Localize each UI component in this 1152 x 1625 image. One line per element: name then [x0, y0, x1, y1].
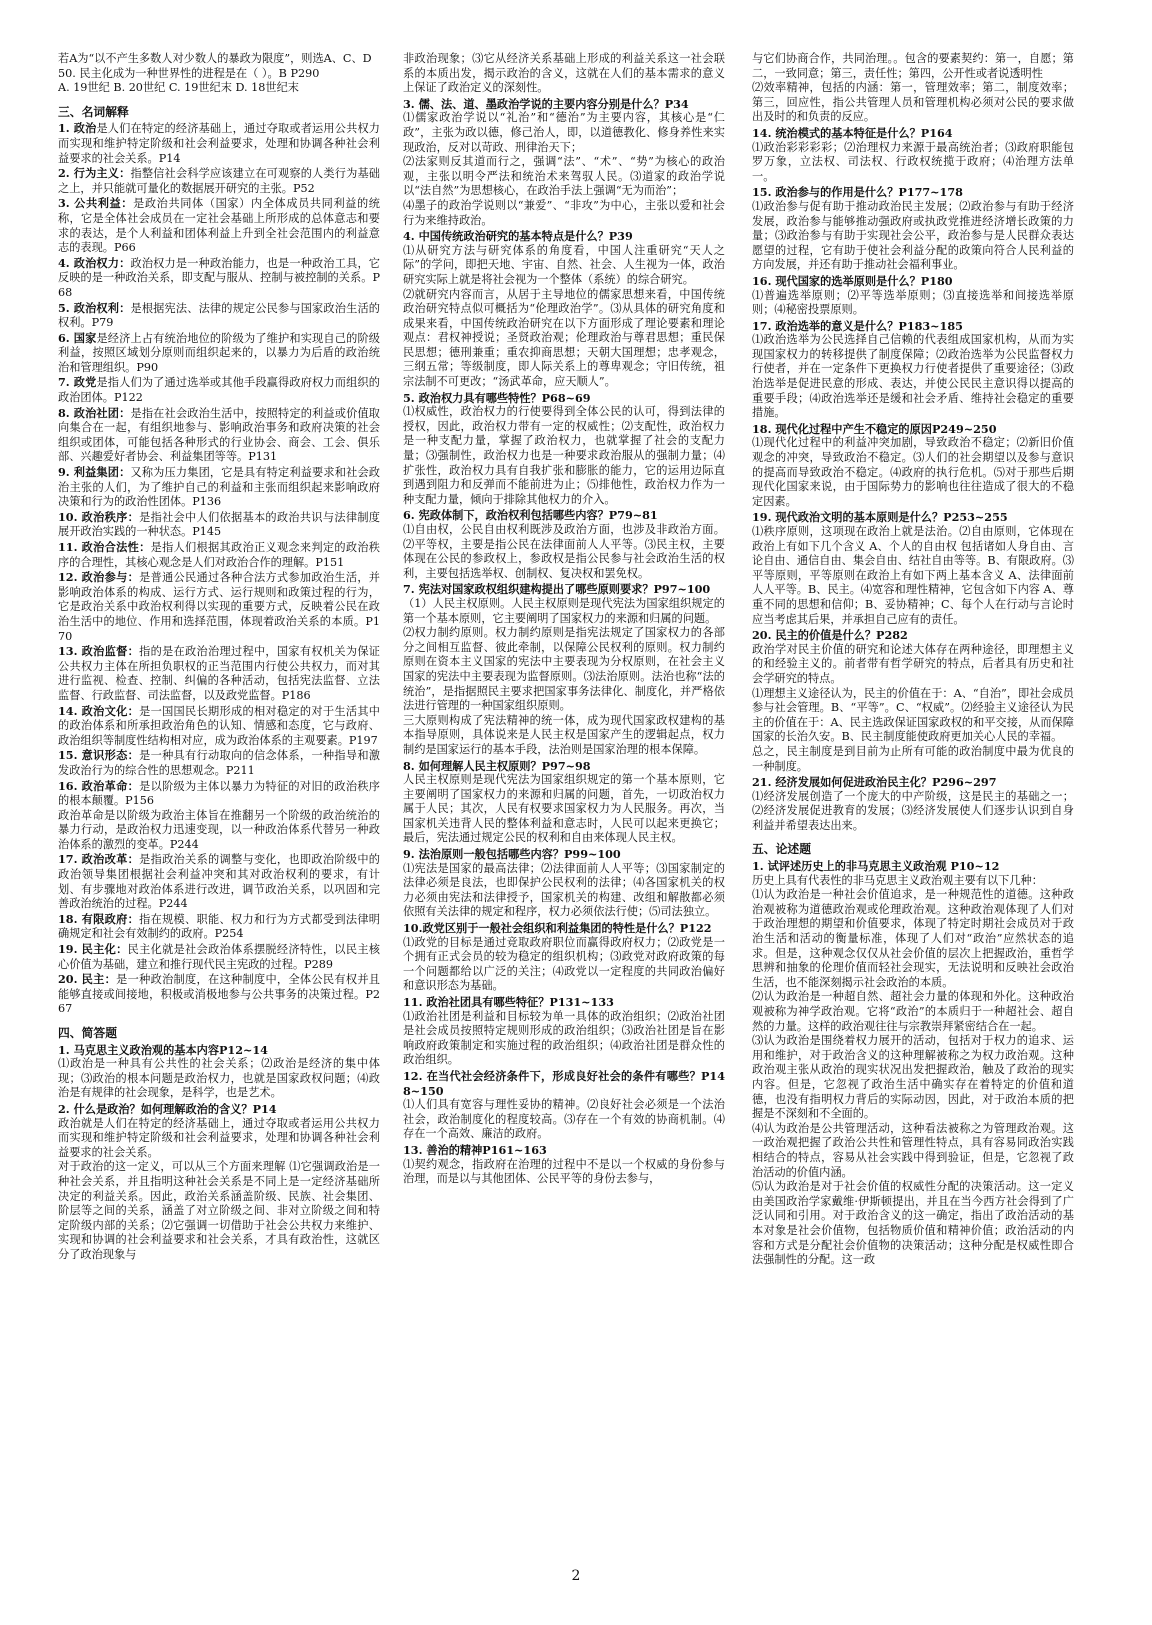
term-definition [58, 406, 380, 465]
term-definition [58, 644, 380, 703]
question-heading: 2. 什么是政治？如何理解政治的含义？P14 [58, 1101, 277, 1116]
term-label: 13. 政治监督： [58, 644, 140, 659]
term-label: 20. 民主： [58, 972, 117, 987]
definition-text: 民主化就是社会政治体系摆脱经济特性，以民主核心价值为基础，建立和推行现代民主宪政的过程。P289 [58, 943, 380, 971]
term-label: 14. 政治文化： [58, 703, 140, 718]
paragraph: ⑴政治是一种具有公共性的社会关系；⑵政治是经济的集中体现；⑶政治的根本问题是政治权力，也就是国家政权问题；⑷政治是有规律的社会现象，是科学，也是艺术。 [58, 1057, 380, 1100]
term-definition [58, 166, 380, 196]
term-definition [58, 942, 380, 972]
definition-text: 指在规模、职能、权力和行为方式都受到法律明确规定和社会有效制约的政府。P254 [58, 912, 380, 941]
definition-text: 是一种具有行动取向的信念体系，一种指导和激发政治行为的综合性的思想观念。P211 [58, 749, 380, 777]
term-label: 6. 国家 [58, 330, 97, 345]
paragraph: 非政治现象；⑶它从经济关系基础上形成的利益关系这一社会联系的本质出发，揭示政治的含义，这就在人们的基本需求的意义上保证了政治定义的深刻性。 [403, 52, 725, 95]
paragraph: ⑴儒家政治学说以“礼治”和“德治”为主要内容，其核心是“仁政”，主张为政以德，修己治人，即，以道德教化、修身养性来实现政治，反对以苛政、刑律治天下； [403, 111, 725, 154]
question-heading: 7. 宪法对国家政权组织建构提出了哪些原则要求？P97~100 [403, 582, 711, 597]
paragraph: ⑴认为政治是一种社会价值追求，是一种规范性的道德。这种政治观被称为道德政治观或伦理政治观。这种政治观体现了人们对于政治理想的期望和价值要求，体现了特定时期社会成员对于政治生活和活动的衡量标准，体现了人们对“政治”应然状态的追求。但是，这种观念仅仅从社会价值的层次上把握政治，重哲学思辨和抽象的伦理价值而轻社会现实，无法说明和反映社会政治生活，也不能深刻揭示社会政治的本质。 [752, 888, 1074, 989]
paragraph: 对于政治的这一定义，可以从三个方面来理解 ⑴它强调政治是一种社会关系，并且指明这种社会关系是不同上是一定经济基础所决定的利益关系。因此，政治关系涵盖阶级、民族、社会集团、阶层等之间的关系，涵盖了对立阶级之间、非对立阶级之间和特定阶级内部的关系；⑵它强调一切借助于社会公共权力来维护、实现和协调的社会利益要求和社会关系，才具有政治性，这就区分了政治现象与 [58, 1160, 380, 1261]
term-definition [58, 331, 380, 376]
paragraph: 政治革命是以阶级为政治主体旨在推翻另一个阶级的政治统治的暴力行动，是政治权力迅速变现，以一种政治体系代替另一种政治体系的激烈的变革。P244 [58, 808, 380, 851]
term-label: 10. 政治秩序： [58, 509, 140, 524]
page-number: 2 [571, 1568, 581, 1584]
paragraph: ⑵就研究内容而言，从居于主导地位的儒家思想来看，中国传统政治研究特点似可概括为“伦理政治学”。⑶从具体的研究角度和成果来看，中国传统政治研究在以下方面形成了理论要素和理论观点：君权神授说；圣贤政治观；伦理政治与尊君思想；重民保民思想；德刑兼重；重农抑商思想；天朝大国理想；忠孝观念，三纲五常；等级制度，即人际关系上的尊卑观念；守旧传统，祖宗法制不可更改；“汤武革命，应天顺人”。 [403, 287, 725, 389]
term-label: 2. 行为主义： [58, 166, 131, 181]
definition-text: 是经济上占有统治地位的阶级为了维护和实现自己的阶级利益，按照区域划分原则而组织起来的，以暴力为后盾的政治统治和管理组织。P90 [58, 331, 380, 374]
paragraph: A. 19世纪 B. 20世纪 C. 19世纪末 D. 18世纪末 [58, 81, 299, 95]
paragraph: ⑴政治社团是利益和目标较为单一具体的政治组织；⑵政治社团是社会成员按照特定规则形成的政治组织；⑶政治社团是旨在影响政府政策制定和实施过程的政治组织；⑷政治社团是群众性的政治组织。 [403, 1009, 725, 1067]
paragraph: 三大原则构成了宪法精神的统一体，成为现代国家政权建构的基本指导原则，具体说来是人民主权是国家产生的逻辑起点，权力制约是国家运行的基本手段，法治则是国家治理的根本保障。 [403, 713, 725, 756]
section-heading: 五、论述题 [752, 842, 811, 857]
question-heading: 21. 经济发展如何促进政治民主化？P296~297 [752, 775, 997, 790]
term-definition [58, 972, 380, 1017]
paragraph: （1）人民主权原则。人民主权原则是现代宪法为国家组织规定的第一个基本原则，它主要阐明了国家权力的来源和归属的问题。 [403, 596, 725, 625]
paragraph: ⑴现代化过程中的利益冲突加剧，导致政治不稳定；⑵新旧价值观念的冲突，导致政治不稳定。⑶人们的社会期望以及参与意识的提高而导致政治不稳定。⑷政府的执行危机。⑸对于那些后期现代化国家来说，由于国际势力的影响也往往造成了很大的不稳定因素。 [752, 436, 1074, 508]
term-definition [58, 510, 380, 540]
paragraph: ⑴契约观念，指政府在治理的过程中不是以一个权威的身份参与治理，而是以与其他团体、公民平等的身份去参与， [403, 1157, 725, 1186]
question-heading: 13. 善治的精神P161~163 [403, 1142, 547, 1157]
term-label: 12. 政治参与： [58, 570, 140, 585]
column-left [58, 52, 380, 1582]
question-heading: 12. 在当代社会经济条件下，形成良好社会的条件有哪些？P148~150 [403, 1068, 725, 1098]
paragraph: 若A为“以不产生多数人对少数人的暴政为限度”，则选A、C、D [58, 52, 372, 65]
paragraph: ⑴政党的目标是通过竞取政府职位而赢得政府权力；⑵政党是一个拥有正式会员的较为稳定的组织机构；⑶政党对政府政策的每一个问题都给以广泛的关注；⑷政党以一定程度的共同政治偏好和意识形态为基础。 [403, 935, 725, 993]
question-heading: 20. 民主的价值是什么？P282 [752, 628, 908, 643]
paragraph: ⑴经济发展创造了一个庞大的中产阶级，这是民主的基础之一；⑵经济发展促进教育的发展；⑶经济发展使人们逐步认识到自身利益并希望表达出来。 [752, 789, 1074, 832]
definition-text: 政治权力是一种政治能力，也是一种政治工具，它反映的是一种政治关系，即支配与服从、控制与被控制的关系。P68 [58, 256, 380, 299]
paragraph: 人民主权原则是现代宪法为国家组织规定的第一个基本原则，它主要阐明了国家权力的来源和归属的问题，首先，一切政治权力属于人民；其次，人民有权要求国家权力为人民服务。再次，当国家机关违背人民的整体利益和意志时，人民可以起来更换它；最后，宪法通过规定公民的权利和自由来体现人民主权。 [403, 773, 725, 845]
term-definition [58, 748, 380, 778]
definition-text: 是一种政治制度，在这种制度中，全体公民有权并且能够直接或间接地，积极或消极地参与公共事务的决策过程。P267 [58, 973, 380, 1016]
term-definition [58, 301, 380, 331]
column-middle [403, 52, 725, 1582]
section-heading: 四、简答题 [58, 1026, 117, 1040]
paragraph: ⑴政治选举为公民选择自己信赖的代表组成国家机构，从而为实现国家权力的转移提供了制度保障；⑵政治选举为公民监督权力行使者，并在一定条件下更换权力行使者提供了重要途径；⑶政治选举是促进民意的形成、表达，并使公民民主意识得以提高的重要手段；⑷政治选举还是缓和社会矛盾、维持社会稳定的重要措施。 [752, 333, 1074, 420]
definition-text: 是指人们为了通过选举或其他手段赢得政府权力而组织的政治团体。P122 [58, 376, 380, 405]
column-right [752, 52, 1074, 1582]
paragraph: 50. 民主化成为一种世界性的进程是在（ ）。B P290 [58, 66, 320, 80]
term-definition [58, 779, 380, 809]
paragraph: ⑴政治参与促有助于推动政治民主发展；⑵政治参与有助于经济发展，政治参与能够推动强政府或执政党推进经济增长政策的力量；⑶政治参与有助于实现社会公平，政治参与是人民群众表达愿望的过程，它有助于使社会利益分配的政策向符合人民利益的方向发展，并还有助于推动社会福利事业。 [752, 199, 1074, 272]
paragraph: ⑶认为政治是围绕着权力展开的活动，包括对于权力的追求、运用和维护，对于政治含义的这种理解被称之为权力政治观。这种政治观主张从政治的现实状况出发把握政治，触及了政治的现实内容。但是，它忽视了政治生活中确实存在着特定的价值和道德，也没有指明权力背后的实际动因，因此，对于政治本质的把握是不深刻和不全面的。 [752, 1034, 1074, 1121]
paragraph: ⑵权力制约原则。权力制约原则是指宪法规定了国家权力的各部分之间相互监督、彼此牵制，以保障公民权利的原则。权力制约原则在资本主义国家的宪法中主要表现为分权原则，在社会主义国家的宪法中主要表现为监督原则。⑶法治原则。法治也称“法的统治”，是指据照民主要求把国家事务法律化、制度化，并严格依法进行管理的一种国家组织原则。 [403, 626, 725, 713]
term-label: 7. 政党 [58, 375, 97, 390]
definition-text: 是以阶级为主体以暴力为特征的对旧的政治秩序的根本颠覆。P156 [58, 779, 380, 808]
question-heading: 14. 统治模式的基本特征是什么？P164 [752, 125, 953, 140]
section-heading: 三、名词解释 [58, 104, 129, 119]
definition-text: 是指在社会政治生活中，按照特定的利益或价值取向集合在一起，有组织地参与、影响政治事务和政府决策的社会组织或团体，可能包括各种形式的行业协会、商会、工会、俱乐部、兴趣爱好者协会、利益集团等等。P131 [58, 406, 380, 464]
term-label: 9. 利益集团： [58, 465, 131, 480]
paragraph: 政治就是人们在特定的经济基础上，通过夺取或者运用公共权力而实现和维护特定阶级和社会利益要求，处理和协调各种社会利益要求的社会关系。 [58, 1116, 380, 1159]
definition-text: 是指社会中人们依据基本的政治共识与法律制度展开政治实践的一种状态。P145 [58, 510, 380, 539]
paragraph: ⑴普遍选举原则；⑵平等选举原则；⑶直接选举和间接选举原则；⑷秘密投票原则。 [752, 288, 1074, 317]
term-label: 18. 有限政府： [58, 911, 140, 926]
paragraph: ⑷认为政治是公共管理活动，这种看法被称之为管理政治观。这一政治观把握了政治公共性和管理性特点，具有容易同政治实践相结合的特点，容易从社会实践中得到验证，但是，它忽视了政治活动的价值内涵。 [752, 1121, 1074, 1179]
question-heading: 15. 政治参与的作用是什么？P177~178 [752, 185, 963, 200]
term-label: 3. 公共利益： [58, 196, 134, 211]
definition-text: 是人们在特定的经济基础上，通过夺取或者运用公共权力而实现和维护特定阶级和社会利益要求，处理和协调各种社会利益要求的社会关系。P14 [58, 122, 380, 165]
paragraph: 历史上具有代表性的非马克思主义政治观主要有以下几种： [752, 873, 1043, 887]
definition-text: 是指政治关系的调整与变化，也即政治阶级中的政治领导集团根据社会利益冲突和其对政治权利的要求，有计划、有步骤地对政治体系进行改进，调节政治关系，以巩固和完善政治统治的过程。P244 [58, 853, 380, 911]
definition-text: 是政治共同体（国家）内全体成员共同利益的统称，它是全体社会成员在一定社会基础上所形成的总体意志和要求的表达，是个人利益和团体利益上升到全社会范围内的利益意志的表现。P66 [58, 197, 380, 255]
paragraph: ⑵法家则反其道而行之，强调“法”、“术”、“势”为核心的政治观，主张以明令严法和统治术来驾驭人民。⑶道家的政治学说以“法自然”为思想核心，在政治手法上强调“无为而治”； [403, 155, 725, 198]
term-label: 4. 政治权力： [58, 255, 131, 270]
definition-text: 又称为压力集团，它是具有特定利益要求和社会政治主张的人们，为了维护自己的利益和主张而组织起来影响政府决策和行为的政治性团体。P136 [58, 466, 380, 509]
paragraph: ⑴人们具有宽容与理性妥协的精神。⑵良好社会必须是一个法治社会，政治制度化的程度较高。⑶存在一个有效的协商机制。⑷存在一个高效、廉洁的政府。 [403, 1098, 725, 1141]
definition-text: 是普通公民通过各种合法方式参加政治生活，并影响政治体系的构成、运行方式、运行规则和政策过程的行为，它是政治关系中政治权利得以实现的重要方式，反映着公民在政治生活中的地位、作用和选择范围，体现着政治关系的本质。P170 [58, 571, 380, 643]
document-page [58, 52, 1100, 1582]
question-heading: 8. 如何理解人民主权原则？P97~98 [403, 758, 591, 773]
term-label: 1. 政治 [58, 121, 97, 136]
question-heading: 17. 政治选举的意义是什么？P183~185 [752, 318, 963, 333]
question-heading: 18. 现代化过程中产生不稳定的原因P249~250 [752, 421, 997, 436]
term-definition [58, 852, 380, 911]
paragraph: ⑴权威性，政治权力的行使要得到全体公民的认可，得到法律的授权，因此，政治权力带有一定的权威性；⑵支配性，政治权力是一种支配力量，掌握了政治权力，也就掌握了社会的支配力量；⑶强制性，政治权力也是一种要求政治服从的强制力量；⑷扩张性，政治权力具有自我扩张和膨胀的能力，它的运用边际直到遇到阻力和反弹而不能前进为止；⑸排他性，政治权力作为一种支配力量，倾向于排除其他权力的介入。 [403, 405, 725, 506]
term-definition [58, 570, 380, 644]
term-definition [58, 196, 380, 255]
term-definition [58, 465, 380, 510]
paragraph: ⑷墨子的政治学说则以“兼爱”、“非攻”为中心，主张以爱和社会行为来维持政治。 [403, 198, 725, 227]
term-definition [58, 704, 380, 749]
paragraph: ⑴政治彩彩彩彩；⑵治理权力来源于最高统治者；⑶政府职能包罗万象，立法权、司法权、行政权统揽于政府；⑷治理方法单一。 [752, 140, 1074, 183]
question-heading: 10.政党区别于一般社会组织和利益集团的特性是什么？P122 [403, 921, 712, 936]
definition-text: 指整信社会科学应该建立在可观察的人类行为基础之上，并只能就可量化的数据展开研究的主张。P52 [58, 167, 380, 195]
definition-text: 指的是在政治治理过程中，国家有权机关为保证公共权力主体在所担负职权的正当范围内行使公共权力，而对其进行监视、检查、控制、纠偏的各种活动，包括宪法监督、立法监督、行政监督、司法监督，以及政党监督。P186 [58, 645, 380, 702]
term-definition [58, 375, 380, 405]
question-heading: 9. 法治原则一般包括哪些内容？P99~100 [403, 847, 621, 862]
question-heading: 3. 儒、法、道、墨政治学说的主要内容分别是什么？P34 [403, 96, 689, 111]
term-label: 8. 政治社团： [58, 405, 131, 420]
question-heading: 11. 政治社团具有哪些特征？P131~133 [403, 995, 614, 1009]
question-heading: 5. 政治权力具有哪些特性？P68~69 [403, 390, 591, 405]
question-heading: 1. 试评述历史上的非马克思主义政治观 P10~12 [752, 859, 1000, 874]
paragraph: ⑴从研究方法与研究体系的角度看，中国人注重研究“天人之际”的学问，即把天地、宇宙、自然、社会、人生视为一体，政治研究实际上就是将社会视为一个整体（系统）的综合研究。 [403, 243, 725, 286]
question-heading: 16. 现代国家的选举原则是什么？P180 [752, 273, 953, 288]
term-label: 15. 意识形态： [58, 748, 140, 763]
term-definition [58, 540, 380, 570]
paragraph: ⑸认为政治是对于社会价值的权威性分配的决策活动。这一定义由美国政治学家戴维·伊斯顿提出，并且在当今西方社会得到了广泛认同和引用。对于政治含义的这一确定，指出了政治活动的基本对象是社会价值物，包括物质价值和精神价值；政治活动的内容和方式是分配社会价值物的决策活动；这种分配是权威性即合法强制性的分配。这一政 [752, 1180, 1074, 1267]
paragraph: 与它们协商合作，共同治理。。包含的要素契约：第一，自愿；第二，一致同意；第三，责任性；第四，公开性或者说透明性 [752, 52, 1074, 80]
term-label: 5. 政治权利： [58, 300, 131, 315]
question-heading: 19. 现代政治文明的基本原则是什么？P253~255 [752, 510, 1008, 525]
definition-text: 是一国国民长期形成的相对稳定的对于生活其中的政治体系和所承担政治角色的认知、情感和态度，它与政府、政治组织等制度性结构相对应，成为政治体系的主观要素。P197 [58, 704, 380, 747]
paragraph: ⑴宪法是国家的最高法律；⑵法律面前人人平等；⑶国家制定的法律必须是良法，也即保护公民权利的法律；⑷各国家机关的权力必须由宪法和法律授予，国家机关的构建、改组和解散都必须依照有关法律的规定和程序，权力必须依法行使；⑸司法独立。 [403, 861, 725, 919]
paragraph: ⑴自由权，公民自由权利既涉及政治方面，也涉及非政治方面。⑵平等权，主要是指公民在法律面前人人平等。⑶民主权，主要体现在公民的参政权上，参政权是指公民参与社会政治生活的权利，主要包括选举权、创制权、复决权和罢免权。 [403, 523, 725, 580]
paragraph: ⑵认为政治是一种超自然、超社会力量的体现和外化。这种政治观被称为神学政治观。它将“政治”的本质归于一种超社会、超自然的力量。这样的政治观往往与宗教崇拜紧密结合在一起。 [752, 990, 1074, 1033]
term-label: 19. 民主化： [58, 942, 128, 957]
paragraph: ⑵效率精神，包括的内涵：第一，管理效率；第二，制度效率；第三，回应性，指公共管理人员和管理机构必须对公民的要求做出及时的和负责的反应。 [752, 81, 1074, 124]
term-label: 17. 政治改革： [58, 852, 140, 867]
term-definition [58, 121, 380, 166]
question-heading: 1. 马克思主义政治观的基本内容P12~14 [58, 1042, 268, 1057]
paragraph: ⑴理想主义途径认为，民主的价值在于：A、“自治”，即社会成员参与社会管理。B、“平等”。C、“权威”。⑵经验主义途径认为民主的价值在于：A、民主选政保证国家政权的和平交接，从而保障国家的长治久安。B、民主制度能使政府更加关心人民的幸福。 [752, 686, 1074, 744]
definition-text: 是根据宪法、法律的规定公民参与国家政治生活的权利。P79 [58, 301, 380, 330]
paragraph: 政治学对民主价值的研究和论述大体存在两种途径，即理想主义的和经验主义的。前者带有哲学研究的特点，后者具有历史和社会学研究的特点。 [752, 642, 1074, 685]
term-label: 16. 政治革命： [58, 778, 140, 793]
definition-text: 是指人们根据其政治正义观念来判定的政治秩序的合理性，其核心观念是人们对政治合作的理解。P151 [58, 541, 380, 569]
term-definition [58, 912, 380, 942]
paragraph: ⑴秩序原则，这项现在政治上就是法治。⑵自由原则，它体现在政治上有如下几个含义 A、个人的自由权 包括诸如人身自由、言论自由、通信自由、集会自由、结社自由等等。B、有限政府。⑶平等原则，平等原则在政治上有如下两上基本含义 A、法律面前人人平等。B、民主。⑷宽容和理性精神，它包含如下内容 A、尊重不同的思想和信仰；B、妥协精神；C、每个人在行动与言论时应当考虑其后果，并承担自己应有的责任。 [752, 525, 1074, 626]
paragraph: 总之，民主制度是到目前为止所有可能的政治制度中最为优良的一种制度。 [752, 744, 1074, 773]
term-label: 11. 政治合法性： [58, 540, 151, 554]
question-heading: 6. 宪政体制下，政治权利包括哪些内容？P79~81 [403, 508, 658, 523]
term-definition [58, 256, 380, 301]
question-heading: 4. 中国传统政治研究的基本特点是什么？P39 [403, 229, 633, 244]
